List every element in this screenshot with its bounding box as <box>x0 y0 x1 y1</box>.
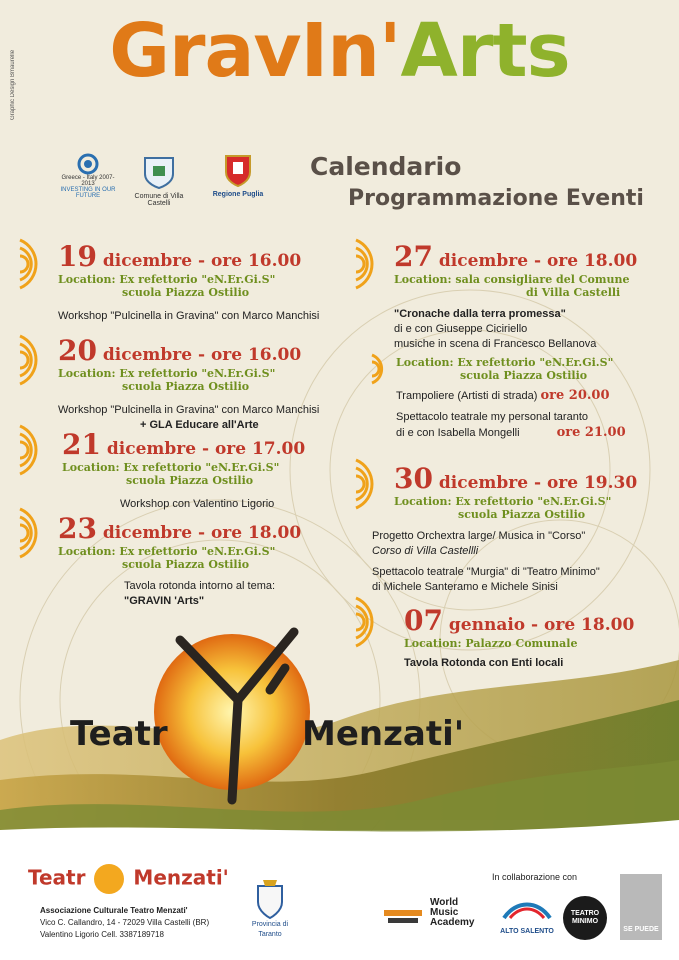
world-music-icon <box>382 900 426 930</box>
event-27-dicembre <box>394 240 637 352</box>
footer-address: Vico C. Callandro, 14 - 72029 Villa Castelli (BR) <box>40 918 210 927</box>
arc-decoration-19 <box>18 236 58 292</box>
provincia-crest-icon <box>255 880 285 920</box>
arc-decoration-20 <box>18 332 58 388</box>
event-location: Location: Palazzo Comunale <box>404 637 578 650</box>
event-location: Location: Ex refettorio "eN.Er.Gi.S" <box>394 495 612 508</box>
event-date-rest: dicembre - ore 19.30 <box>438 473 638 493</box>
event-location: Location: Ex refettorio "eN.Er.Gi.S" <box>62 461 280 474</box>
provincia-taranto <box>240 880 300 940</box>
world-music-academy-logo <box>382 898 486 932</box>
event-trampoliere <box>396 388 626 404</box>
footer-brand-left: Teatr <box>28 865 86 890</box>
event-date <box>58 334 319 367</box>
event-date <box>62 428 305 461</box>
event-23-dicembre <box>58 512 301 609</box>
event-description-extra: + GLA Educare all'Arte <box>140 419 259 431</box>
trampoliere-time: ore 20.00 <box>540 388 610 403</box>
spettacolo-time: ore 21.00 <box>556 425 626 440</box>
calendar-subheading: Programmazione Eventi <box>348 186 644 211</box>
event-30-dicembre <box>372 462 638 595</box>
event-19-dicembre <box>58 240 319 324</box>
spettacolo-credit-text: di e con Isabella Mongelli <box>396 427 520 439</box>
regione-label: Regione Puglia <box>212 191 264 198</box>
sponsor-comune <box>124 154 194 207</box>
event-27-evening <box>396 356 626 441</box>
greece-italy-logo-icon <box>76 153 100 175</box>
sponsor-greece-italy <box>58 153 118 199</box>
event-description: Workshop "Pulcinella in Gravina" con Marco Manchisi <box>58 310 320 322</box>
collab-label: In collaborazione con <box>492 872 578 882</box>
arc-decoration-27b <box>370 352 398 386</box>
event-description: Workshop "Pulcinella in Gravina" con Marco Manchisi <box>58 404 320 416</box>
footer-assoc: Associazione Culturale Teatro Menzati' <box>40 906 188 915</box>
arc-decoration-21 <box>18 422 58 478</box>
sun-logo-icon <box>94 864 124 894</box>
world-music-label: World Music Academy <box>430 897 475 928</box>
event-date-rest: dicembre - ore 16.00 <box>102 251 302 271</box>
provincia-label: Provincia di Taranto <box>251 921 289 938</box>
event-location: Location: Ex refettorio "eN.Er.Gi.S" <box>58 545 276 558</box>
title-part-gravin: GravIn' <box>109 8 401 94</box>
event-description: Tavola Rotonda con Enti locali <box>404 657 564 669</box>
se-puede-logo <box>620 874 662 940</box>
title-part-arts: Arts <box>400 8 570 94</box>
event-location-detail: scuola Piazza Ostilio <box>458 508 586 521</box>
event-description-murgia: Spettacolo teatrale "Murgia" di "Teatro Minimo" <box>372 566 600 578</box>
event-location-detail: scuola Piazza Ostilio <box>122 380 250 393</box>
teatro-minimo-logo: TEATRO MINIMO <box>563 896 607 940</box>
designer-credit: Graphic Design Bmaurelle <box>10 49 16 120</box>
event-description: "Cronache dalla terra promessa" <box>394 308 566 320</box>
event-day: 21 <box>62 428 101 461</box>
alto-salento-logo <box>500 896 554 937</box>
event-location: Location: Ex refettorio "eN.Er.Gi.S" <box>58 273 276 286</box>
greece-italy-label: Greece - Italy 2007-2013 <box>61 175 115 187</box>
event-location: Location: sala consigliare del Comune <box>394 273 630 286</box>
event-date <box>394 462 637 495</box>
event-location-detail: di Villa Castelli <box>526 286 621 299</box>
event-day: 23 <box>58 512 97 545</box>
event-location: Location: Ex refettorio "eN.Er.Gi.S" <box>58 367 276 380</box>
arc-decoration-23 <box>18 505 58 561</box>
brand-teatr: Teatr <box>70 714 168 754</box>
event-day: 20 <box>58 334 97 367</box>
event-date-rest: dicembre - ore 17.00 <box>106 439 306 459</box>
investing-label: INVESTING IN OUR FUTURE <box>60 187 116 199</box>
trampoliere-text: Trampoliere (Artisti di strada) <box>396 390 538 402</box>
sponsor-regione <box>212 154 264 198</box>
event-location-detail: scuola Piazza Ostilio <box>126 474 254 487</box>
event-description-extra: di e con Giuseppe Ciciriello <box>394 323 528 335</box>
event-day: 19 <box>58 240 97 273</box>
event-location-detail: scuola Piazza Ostilio <box>122 558 250 571</box>
event-date <box>58 240 319 273</box>
event-description-authors: di Michele Santeramo e Michele Sinisi <box>372 581 558 593</box>
event-description: Workshop con Valentino Ligorio <box>120 498 275 510</box>
event-description-extra: "GRAVIN 'Arts" <box>124 595 205 607</box>
event-date <box>58 512 301 545</box>
comune-label: Comune di Villa Castelli <box>134 193 184 207</box>
event-20-dicembre <box>58 334 319 433</box>
event-description: Progetto Orchextra large/ Musica in "Corso" <box>372 530 586 542</box>
event-day: 27 <box>394 240 433 273</box>
event-date-rest: gennaio - ore 18.00 <box>448 615 635 635</box>
event-spettacolo-credits <box>396 425 626 441</box>
event-date <box>394 240 637 273</box>
event-location-detail: scuola Piazza Ostilio <box>460 369 588 382</box>
event-location-detail: scuola Piazza Ostilio <box>122 286 250 299</box>
alto-salento-icon <box>502 896 552 922</box>
arc-decoration-07 <box>354 594 394 650</box>
event-date <box>404 604 634 637</box>
regione-puglia-crest-icon <box>224 154 252 188</box>
event-day: 30 <box>394 462 433 495</box>
alto-salento-label: ALTO SALENTO <box>500 928 554 935</box>
event-description-extra: Corso di Villa Castellli <box>372 545 479 557</box>
footer-contact: Valentino Ligorio Cell. 3387189718 <box>40 930 164 939</box>
event-location: Location: Ex refettorio "eN.Er.Gi.S" <box>396 356 614 369</box>
event-description-music: musiche in scena di Francesco Bellanova <box>394 338 597 350</box>
event-day: 07 <box>404 604 443 637</box>
calendar-heading: Calendario <box>310 152 462 181</box>
event-date-rest: dicembre - ore 18.00 <box>102 523 302 543</box>
arc-decoration-27 <box>354 236 394 292</box>
footer-brand <box>28 864 229 894</box>
event-description: Tavola rotonda intorno al tema: <box>124 580 276 592</box>
se-puede-label: SE PUEDE <box>623 926 659 933</box>
event-date-rest: dicembre - ore 16.00 <box>102 345 302 365</box>
villa-castelli-crest-icon <box>141 154 177 190</box>
event-21-dicembre <box>62 428 305 512</box>
arc-decoration-30 <box>354 456 394 512</box>
brand-menzati: Menzati' <box>302 714 465 754</box>
event-date-rest: dicembre - ore 18.00 <box>438 251 638 271</box>
footer-brand-right: Menzati' <box>133 865 229 890</box>
event-spettacolo: Spettacolo teatrale my personal taranto <box>396 411 589 423</box>
event-07-gennaio <box>404 604 634 671</box>
event-title <box>0 8 679 94</box>
